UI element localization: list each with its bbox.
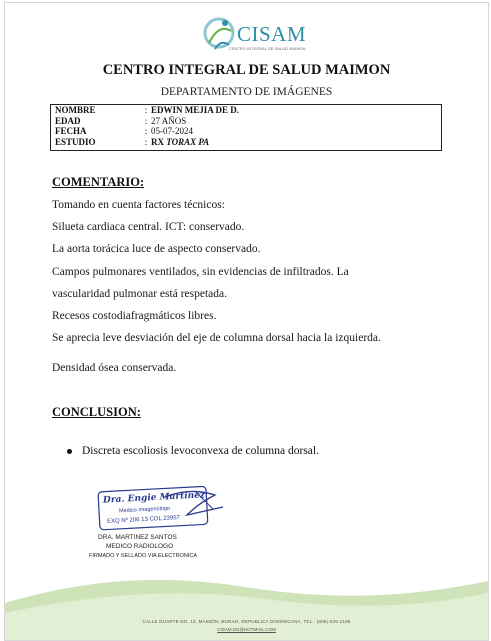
study-type-prefix: RX — [151, 136, 164, 147]
study-type — [151, 137, 441, 148]
report-page — [4, 2, 489, 641]
stamp-role: Medico Imagenólogo — [118, 505, 171, 515]
conclusion-text: Discreta escoliosis levoconvexa de columna dorsal. — [82, 445, 319, 457]
info-row-date — [51, 126, 441, 137]
comment-line: Campos pulmonares ventilados, sin evidencias de infiltrados. La — [52, 266, 349, 278]
conclusion-item — [67, 445, 319, 457]
stamp-id: EXQ Nº 206 13 COL 23957 — [106, 515, 181, 525]
department-title: DEPARTAMENTO DE IMÁGENES — [160, 86, 333, 98]
info-row-study — [51, 137, 441, 148]
stamp-name: Dra. Engie Martinez — [102, 490, 206, 506]
comment-heading: COMENTARIO: — [52, 175, 145, 189]
signature-note: FIRMADO Y SELLADO VIA ELECTRONICA — [89, 553, 197, 559]
logo-name: CISAM — [237, 22, 307, 46]
info-separator: : — [144, 115, 148, 126]
info-label: FECHA — [55, 126, 87, 136]
info-row-name — [51, 105, 441, 116]
conclusion-heading: CONCLUSION: — [52, 405, 141, 419]
logo-mark-icon — [201, 13, 241, 59]
info-label: EDAD — [55, 115, 81, 126]
study-date: 05-07-2024 — [151, 126, 193, 136]
comment-line: Tomando en cuenta factores técnicos: — [52, 199, 225, 211]
info-label: ESTUDIO — [55, 136, 96, 147]
footer-email: CISAM.DG@HOTMAIL.COM — [217, 627, 276, 632]
comment-line: Se aprecia leve desviación del eje de columna dorsal hacia la izquierda. — [52, 332, 381, 344]
logo-tagline: CENTRO INTEGRAL DE SALUD MAIMON — [229, 46, 306, 51]
info-separator: : — [144, 126, 148, 136]
doctor-name: DRA. MARTINEZ SANTOS — [98, 534, 177, 541]
study-type-detail: TORAX PA — [166, 136, 210, 147]
page-title: CENTRO INTEGRAL DE SALUD MAIMON — [102, 62, 391, 78]
doctor-stamp — [95, 485, 230, 533]
patient-name: EDWIN MEJIA DE D. — [151, 105, 240, 115]
comment-line: Silueta cardiaca central. ICT: conservado. — [52, 221, 245, 233]
comment-line: Densidad ósea conservada. — [52, 362, 177, 374]
info-separator: : — [144, 136, 148, 147]
patient-info-table — [50, 104, 442, 151]
info-separator: : — [144, 105, 148, 115]
info-label: NOMBRE — [55, 105, 96, 115]
info-row-age — [51, 116, 441, 127]
patient-age: 27 AÑOS — [151, 115, 187, 126]
comment-line: Recesos costodiafragmáticos libres. — [52, 310, 217, 322]
doctor-role: MEDICO RADIOLOGO — [106, 543, 174, 550]
comment-line: vascularidad pulmonar está respetada. — [52, 288, 227, 300]
cisam-logo — [201, 13, 311, 59]
footer-address: CALLE DUARTE NO. 13, MAIMÓN, BONAO, REPUBLICA DOMINICANA, TEL.: (809)-525-2186 — [142, 619, 351, 624]
comment-line: La aorta torácica luce de aspecto conservado. — [52, 243, 261, 255]
bullet-icon — [67, 449, 72, 454]
